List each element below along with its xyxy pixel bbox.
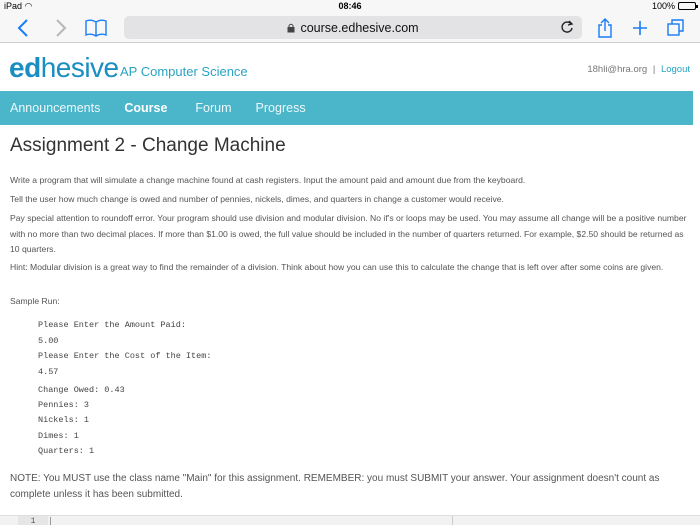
submission-note: NOTE: You MUST use the class name "Main" for this assignment. REMEMBER: you must SUBMIT your answer. Your assignment doesn't count as complete unless it has been submitted. <box>10 473 660 500</box>
new-tab-button[interactable] <box>629 16 651 40</box>
browser-toolbar <box>0 13 700 43</box>
battery-percent: 100% <box>651 1 675 11</box>
bookmarks-button[interactable] <box>84 16 108 40</box>
sample-line: Please Enter the Amount Paid: <box>38 320 186 330</box>
course-name: AP Computer Science <box>120 64 248 79</box>
site-header <box>0 44 700 90</box>
logout-link[interactable]: Logout <box>660 64 690 75</box>
page-title: Assignment 2 - Change Machine <box>10 135 286 156</box>
nav-progress[interactable]: Progress <box>255 101 306 115</box>
share-icon <box>597 18 613 38</box>
clock: 08:46 <box>338 1 362 11</box>
forward-button[interactable] <box>50 16 72 40</box>
back-button[interactable] <box>12 16 34 40</box>
status-bar <box>0 0 700 13</box>
instruction-paragraph-3: Pay special attention to roundoff error. Your program should use division and modular division. No if's or loops may be used. You may assume all change will be a positive number with no more than two decimal places. If more than $1.00 is owed, the full value should be included in the number of quarters returned. For example, $2.50 should be returned as 10 quarters. <box>10 213 687 254</box>
plus-icon <box>632 20 648 36</box>
sample-line: 4.57 <box>38 367 59 377</box>
sample-line: Pennies: 3 <box>38 400 90 410</box>
instruction-paragraph-2: Tell the user how much change is owed and number of pennies, nickels, dimes, and quarters in change a customer would receive. <box>10 194 504 204</box>
line-number: 1 <box>18 516 48 525</box>
book-icon <box>85 19 107 37</box>
reload-icon <box>560 20 574 34</box>
tabs-button[interactable] <box>665 16 687 40</box>
edhesive-logo[interactable]: edhesive <box>9 52 119 83</box>
sample-line: Dimes: 1 <box>38 431 79 441</box>
tabs-icon <box>667 19 685 37</box>
device-label: iPad ◠ <box>4 1 33 11</box>
battery-icon <box>678 2 696 10</box>
sample-line: Change Owed: 0.43 <box>38 385 125 395</box>
sample-line: 5.00 <box>38 336 59 346</box>
battery-status <box>652 1 696 11</box>
address-bar[interactable] <box>124 16 582 39</box>
sample-line: Nickels: 1 <box>38 415 90 425</box>
sample-line: Quarters: 1 <box>38 446 95 456</box>
share-button[interactable] <box>594 16 616 40</box>
hint-paragraph: Hint: Modular division is a great way to find the remainder of a division. Think about how you can use this to calculate the change that is left over after some coins are given. <box>10 262 664 272</box>
editor-cursor <box>50 517 51 525</box>
editor-divider <box>452 516 453 525</box>
chevron-right-icon <box>55 19 67 37</box>
nav-forum[interactable]: Forum <box>195 101 232 115</box>
sample-line: Please Enter the Cost of the Item: <box>38 351 212 361</box>
chevron-left-icon <box>17 19 29 37</box>
wifi-icon: ◠ <box>24 1 33 11</box>
nav-announcements[interactable]: Announcements <box>10 101 101 115</box>
assignment-content <box>10 135 688 500</box>
user-info: 18hli@hra.org | Logout <box>587 64 690 75</box>
sample-run-label: Sample Run: <box>10 296 60 306</box>
code-editor[interactable] <box>0 515 700 525</box>
lock-icon <box>287 23 295 33</box>
instruction-paragraph-1: Write a program that will simulate a change machine found at cash registers. Input the amount paid and amount due from the keyboard. <box>10 175 526 185</box>
user-email: 18hli@hra.org <box>587 64 648 75</box>
course-nav <box>0 91 693 125</box>
url-text: course.edhesive.com <box>300 20 419 35</box>
nav-course[interactable]: Course <box>124 101 168 115</box>
